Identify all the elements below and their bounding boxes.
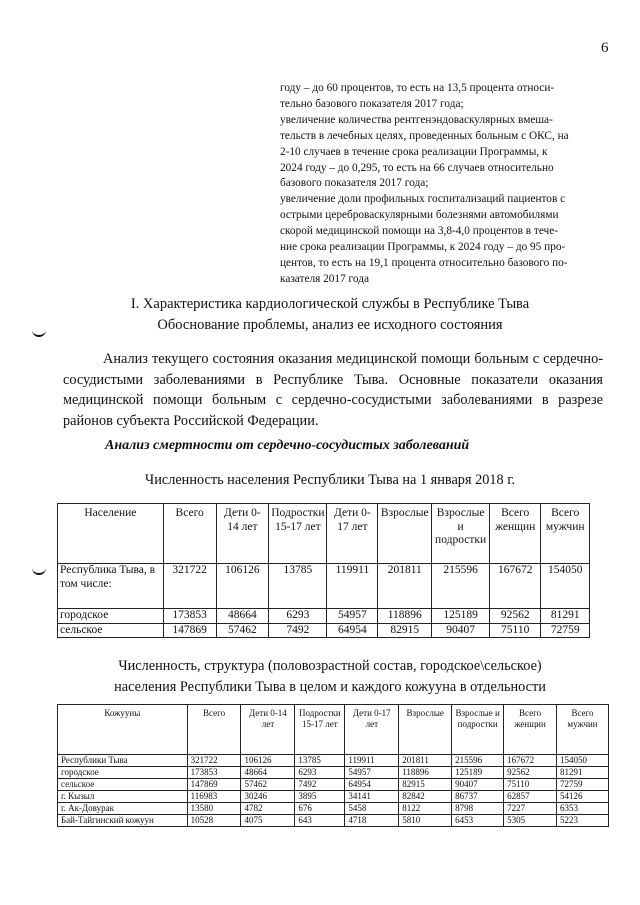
cell: 8798 [452, 803, 504, 815]
cell: 5305 [504, 815, 557, 827]
cell: 92562 [504, 767, 557, 779]
cell: 116983 [187, 791, 241, 803]
intro-line: центов, то есть на 19,1 процента относительно базового по- [280, 256, 568, 269]
cell: 118896 [399, 767, 452, 779]
col-header: Всего мужчин [541, 504, 590, 564]
scan-mark [32, 328, 46, 337]
col-header: Взрослые и подростки [452, 705, 504, 755]
cell: 4718 [345, 815, 399, 827]
cell: Бай-Тайгинский кожуун [58, 815, 188, 827]
cell: 10528 [187, 815, 241, 827]
cell: 81291 [557, 767, 609, 779]
cell: 643 [295, 815, 345, 827]
cell: 72759 [557, 779, 609, 791]
cell: 173853 [187, 767, 241, 779]
table-row [58, 755, 609, 767]
cell: г. Кызыл [58, 791, 188, 803]
table-row [58, 767, 609, 779]
cell: 82915 [378, 623, 432, 638]
cell: 72759 [541, 623, 590, 638]
table-row [58, 609, 590, 624]
cell: 215596 [432, 564, 490, 609]
cell: 154050 [557, 755, 609, 767]
page-number: 6 [601, 40, 609, 56]
cell: г. Ак-Довурак [58, 803, 188, 815]
intro-line: тельств в лечебных целях, проведенных больным с ОКС, на [280, 129, 569, 142]
cell: сельское [58, 623, 164, 638]
cell: 5223 [557, 815, 609, 827]
intro-text [280, 81, 605, 288]
col-header: Взрослые и подростки [432, 504, 490, 564]
scan-mark [32, 566, 46, 575]
cell: 57462 [216, 623, 269, 638]
cell: 86737 [452, 791, 504, 803]
col-header: Взрослые [399, 705, 452, 755]
cell: 7492 [269, 623, 327, 638]
intro-line: ние срока реализации Программы, к 2024 году – до 95 про- [280, 241, 566, 254]
cell: 64954 [327, 623, 378, 638]
cell: 6353 [557, 803, 609, 815]
cell: 54126 [557, 791, 609, 803]
cell: 82842 [399, 791, 452, 803]
cell: 125189 [452, 767, 504, 779]
cell: 54957 [327, 609, 378, 624]
cell: сельское [58, 779, 188, 791]
cell: 321722 [163, 564, 216, 609]
cell: 147869 [187, 779, 241, 791]
cell: 8122 [399, 803, 452, 815]
cell: 62857 [504, 791, 557, 803]
table-row [58, 791, 609, 803]
population-table [57, 503, 590, 638]
cell: 64954 [345, 779, 399, 791]
table-row [58, 623, 590, 638]
intro-line: острыми цереброваскулярными болезнями автомобилями [280, 209, 559, 222]
cell: 119911 [345, 755, 399, 767]
table-row [58, 779, 609, 791]
cell: 4782 [241, 803, 295, 815]
col-header: Взрослые [378, 504, 432, 564]
cell: 167672 [504, 755, 557, 767]
cell: 215596 [452, 755, 504, 767]
cell: 154050 [541, 564, 590, 609]
cell: 75110 [490, 623, 541, 638]
cell: 30246 [241, 791, 295, 803]
table-row [58, 815, 609, 827]
cell: 13785 [295, 755, 345, 767]
cell: 5810 [399, 815, 452, 827]
cell: 90407 [432, 623, 490, 638]
intro-line: 2-10 случаев в течение срока реализации Программы, к [280, 145, 548, 158]
cell: 75110 [504, 779, 557, 791]
intro-line: году – до 60 процентов, то есть на 13,5 процента относи- [280, 82, 555, 94]
col-header: Дети 0-14 лет [216, 504, 269, 564]
cell: 167672 [490, 564, 541, 609]
intro-paragraph: Анализ текущего состояния оказания медицинской помощи больным с сердечно-сосудистыми заболеваниями в Республике Тыва. Основные показатели оказания медицинской помощи больным с сердечно-сосудистыми заболеваниями в разрезе районов субъекта Российской Федерации. [63, 351, 603, 429]
cell: 201811 [378, 564, 432, 609]
cell: 57462 [241, 779, 295, 791]
col-header: Дети 0-17 лет [327, 504, 378, 564]
cell: Республики Тыва [58, 755, 188, 767]
intro-line: 2024 году – до 0,295, то есть на 66 случаев относительно [280, 161, 554, 174]
cell: 82915 [399, 779, 452, 791]
intro-line: скорой медицинской помощи на 3,8-4,0 процентов в тече- [280, 225, 559, 238]
cell: 106126 [241, 755, 295, 767]
col-header: Дети 0-17 лет [345, 705, 399, 755]
col-header: Всего женщин [490, 504, 541, 564]
cell: 48664 [216, 609, 269, 624]
cell: 7492 [295, 779, 345, 791]
cell: 676 [295, 803, 345, 815]
col-header: Кожууны [58, 705, 188, 755]
intro-line: тельно базового показателя 2017 года; [280, 97, 464, 110]
cell: 81291 [541, 609, 590, 624]
table-row [58, 803, 609, 815]
intro-line: казателя 2017 года [280, 272, 369, 285]
cell: 201811 [399, 755, 452, 767]
cell: городское [58, 609, 164, 624]
col-header: Дети 0-14 лет [241, 705, 295, 755]
cell: 119911 [327, 564, 378, 609]
district-population-table [57, 704, 609, 827]
table1-caption: Численность населения Республики Тыва на 1 января 2018 г. [144, 472, 516, 488]
cell: 125189 [432, 609, 490, 624]
cell: городское [58, 767, 188, 779]
intro-line: увеличение доли профильных госпитализаций пациентов с [280, 193, 566, 206]
cell: 34141 [345, 791, 399, 803]
table-row [58, 564, 590, 609]
cell: 3895 [295, 791, 345, 803]
col-header: Подростки 15-17 лет [295, 705, 345, 755]
col-header: Всего [163, 504, 216, 564]
cell: 106126 [216, 564, 269, 609]
intro-line: увеличение количества рентгенэндоваскулярных вмеша- [280, 113, 553, 126]
cell: 147869 [163, 623, 216, 638]
cell: 4075 [241, 815, 295, 827]
table2-caption-line2: населения Республики Тыва в целом и каждого кожууна в отдельности [114, 679, 546, 695]
cell: 321722 [187, 755, 241, 767]
col-header: Всего мужчин [557, 705, 609, 755]
cell: 90407 [452, 779, 504, 791]
section-heading-2: Обоснование проблемы, анализ ее исходного состояния [157, 317, 503, 333]
cell: 48664 [241, 767, 295, 779]
col-header: Подростки 15-17 лет [269, 504, 327, 564]
cell: 6293 [295, 767, 345, 779]
cell: 118896 [378, 609, 432, 624]
col-header: Всего женщин [504, 705, 557, 755]
cell: 5458 [345, 803, 399, 815]
col-header: Всего [187, 705, 241, 755]
table2-caption-line1: Численность, структура (половозрастной состав, городское\сельское) [118, 658, 542, 674]
cell: 13580 [187, 803, 241, 815]
cell: 54957 [345, 767, 399, 779]
cell: 6293 [269, 609, 327, 624]
cell: 7227 [504, 803, 557, 815]
cell: 92562 [490, 609, 541, 624]
cell: 6453 [452, 815, 504, 827]
cell: 173853 [163, 609, 216, 624]
intro-line: базового показателя 2017 года; [280, 177, 429, 190]
col-header: Население [58, 504, 164, 564]
cell: 13785 [269, 564, 327, 609]
section-heading-1: I. Характеристика кардиологической службы в Республике Тыва [130, 296, 530, 312]
section-title: Анализ смертности от сердечно-сосудистых заболеваний [105, 438, 470, 453]
cell: Республика Тыва, в том числе: [58, 564, 164, 609]
